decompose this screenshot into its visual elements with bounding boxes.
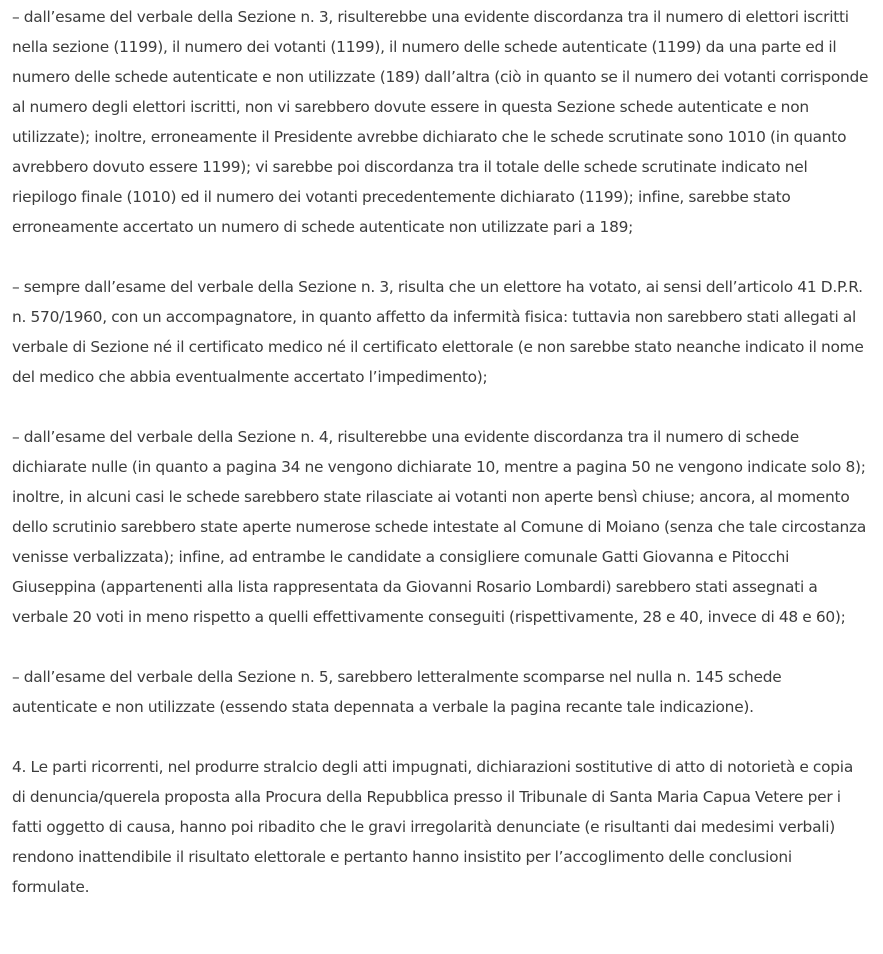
- paragraph-section-3-companion-vote: – sempre dall’esame del verbale della Sezione n. 3, risulta che un elettore ha votato, ai sensi dell’articolo 41 D.P.R. n. 570/1960, con un accompagnatore, in quanto affetto da infermità fisica: tuttavia non sarebbero stati allegati al verbale di Sezione né il certificato medico né il certificato elettorale (e non sarebbe stato neanche indicato il nome del medico che abbia eventualmente accertato l’impedimento);: [12, 278, 864, 386]
- paragraph-section-3-discrepancy: – dall’esame del verbale della Sezione n. 3, risulterebbe una evidente discordanza tra il numero di elettori iscritti nella sezione (1199), il numero dei votanti (1199), il numero delle schede autenticate (1199) da una parte ed il numero delle schede autenticate e non utilizzate (189) dall’altra (ciò in quanto se il numero dei votanti corrisponde al numero degli elettori iscritti, non vi sarebbero dovute essere in questa Sezione schede autenticate e non utilizzate); inoltre, erroneamente il Presidente avrebbe dichiarato che le schede scrutinate sono 1010 (in quanto avrebbero dovuto essere 1199); vi sarebbe poi discordanza tra il totale delle schede scrutinate indicato nel riepilogo finale (1010) ed il numero dei votanti precedentemente dichiarato (1199); infine, sarebbe stato erroneamente accertato un numero di schede autenticate non utilizzate pari a 189;: [12, 8, 869, 236]
- paragraph-point-4-conclusions: 4. Le parti ricorrenti, nel produrre stralcio degli atti impugnati, dichiarazioni sostitutive di atto di notorietà e copia di denuncia/querela proposta alla Procura della Repubblica presso il Tribunale di Santa Maria Capua Vetere per i fatti oggetto di causa, hanno poi ribadito che le gravi irregolarità denunciate (e risultanti dai medesimi verbali) rendono inattendibile il risultato elettorale e pertanto hanno insistito per l’accoglimento delle conclusioni formulate.: [12, 758, 854, 896]
- paragraph-section-5-missing-ballots: – dall’esame del verbale della Sezione n. 5, sarebbero letteralmente scomparse nel nulla n. 145 schede autenticate e non utilizzate (essendo stata depennata a verbale la pagina recante tale indicazione).: [12, 668, 782, 716]
- paragraph-section-4-discrepancy: – dall’esame del verbale della Sezione n. 4, risulterebbe una evidente discordanza tra il numero di schede dichiarate nulle (in quanto a pagina 34 ne vengono dichiarate 10, mentre a pagina 50 ne vengono indicate solo 8); inoltre, in alcuni casi le schede sarebbero state rilasciate ai votanti non aperte bensì chiuse; ancora, al momento dello scrutinio sarebbero state aperte numerose schede intestate al Comune di Moiano (senza che tale circostanza venisse verbalizzata); infine, ad entrambe le candidate a consigliere comunale Gatti Giovanna e Pitocchi Giuseppina (appartenenti alla lista rappresentata da Giovanni Rosario Lombardi) sarebbero stati assegnati a verbale 20 voti in meno rispetto a quelli effettivamente conseguiti (rispettivamente, 28 e 40, invece di 48 e 60);: [12, 428, 867, 626]
